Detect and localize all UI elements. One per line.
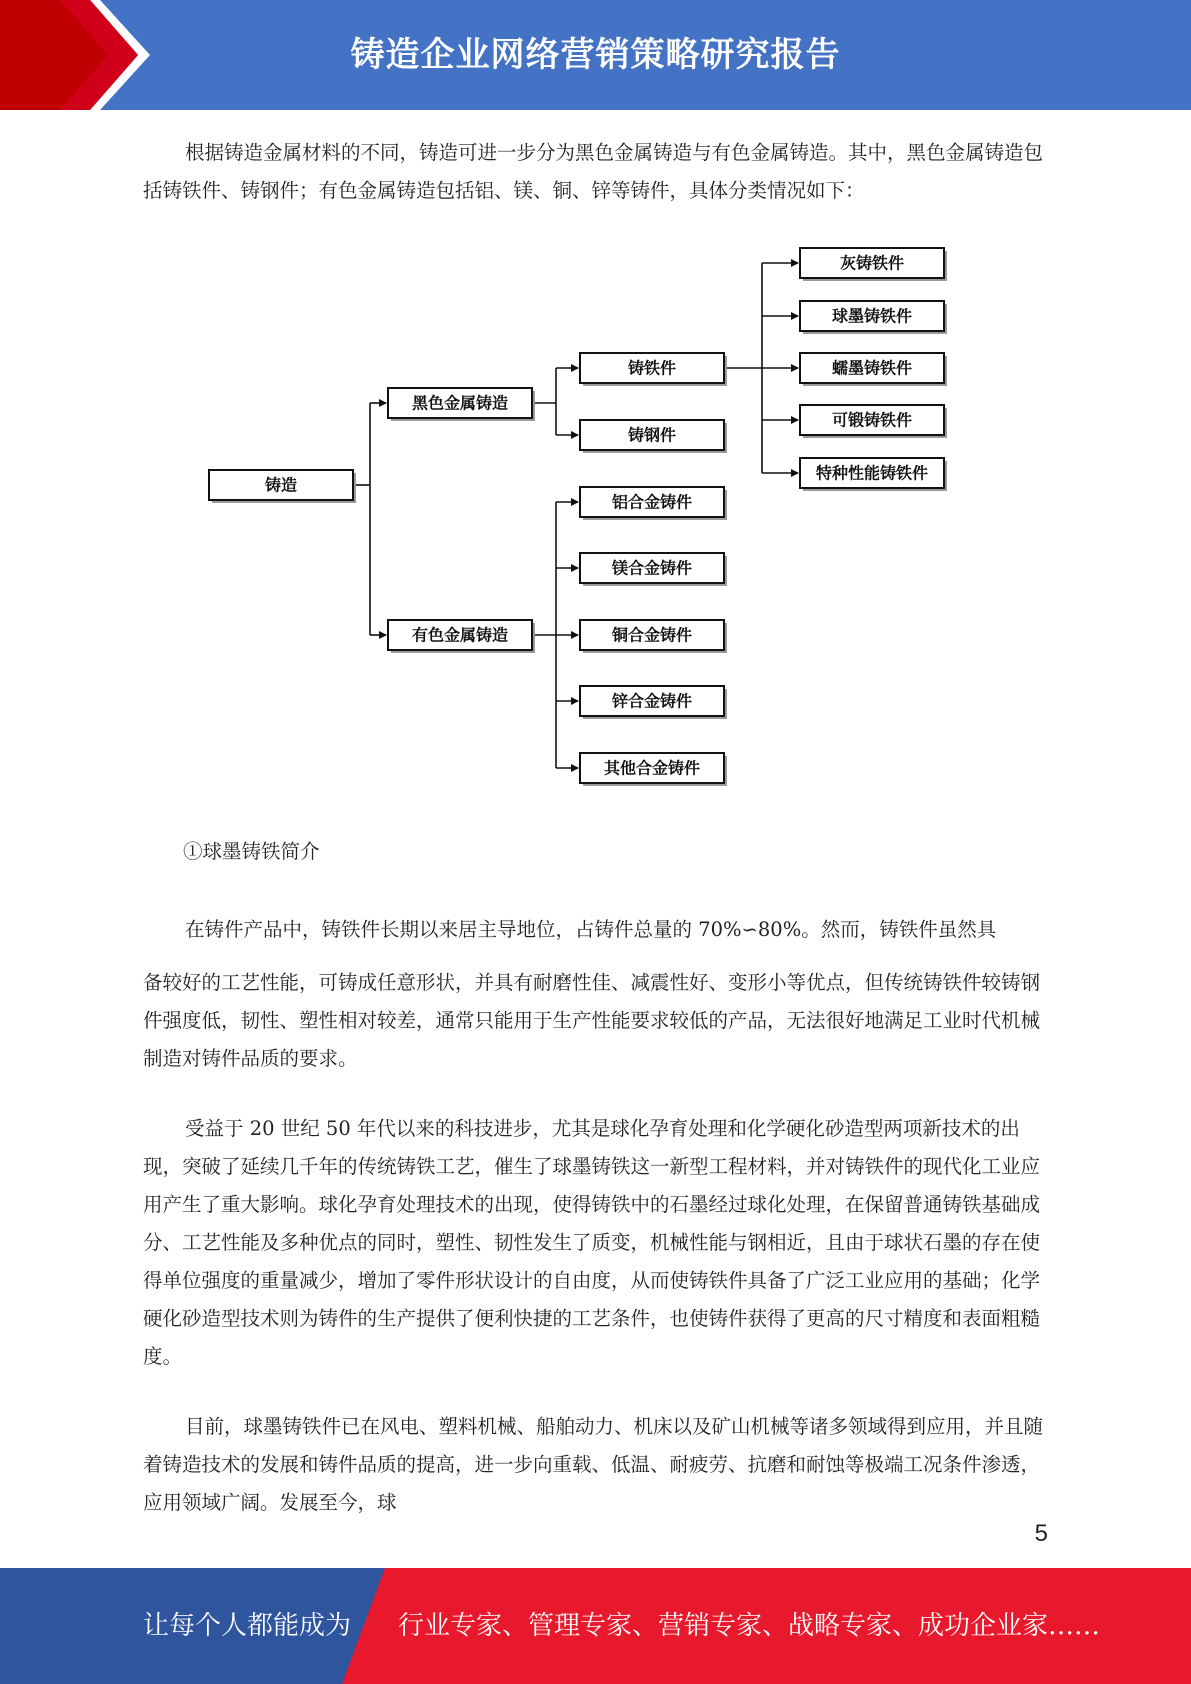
svg-text:铸钢件: 铸钢件	[627, 425, 677, 445]
node-iron-type	[800, 301, 947, 334]
header-banner	[0, 0, 1191, 110]
svg-text:其他合金铸件: 其他合金铸件	[603, 758, 701, 778]
footer-slogan-right: 行业专家、管理专家、营销专家、战略专家、成功企业家……	[398, 1611, 1101, 1641]
diagram-connectors	[354, 263, 798, 768]
svg-text:铸造: 铸造	[264, 475, 298, 495]
svg-text:灰铸铁件: 灰铸铁件	[839, 253, 905, 273]
body-paragraph: 受益于 20 世纪 50 年代以来的科技进步，尤其是球化孕育处理和化学硬化砂造型两项新技术的出现，突破了延续几千年的传统铸铁工艺，催生了球墨铸铁这一新型工程材料，并对铸铁件的现代化工业应用产生了重大影响。球化孕育处理技术的出现，使得铸铁中的石墨经过球化处理，在保留普通铸铁基础成分、工艺性能及多种优点的同时，塑性、韧性发生了质变，机械性能与钢相近，且由于球状石墨的存在使得单位强度的重量减少，增加了零件形状设计的自由度，从而使铸铁件具备了广泛工业应用的基础；化学硬化砂造型技术则为铸件的生产提供了便利快捷的工艺条件，也使铸件获得了更高的尺寸精度和表面粗糙度。	[143, 1117, 1041, 1368]
svg-text:锌合金铸件: 锌合金铸件	[611, 691, 693, 711]
node-iron-type	[800, 458, 947, 491]
node-ferrous	[388, 388, 535, 421]
svg-text:镁合金铸件: 镁合金铸件	[611, 558, 693, 578]
body-paragraph: 目前，球墨铸铁件已在风电、塑料机械、船舶动力、机床以及矿山机械等诸多领域得到应用，并且随着铸造技术的发展和铸件品质的提高，进一步向重载、低温、耐疲劳、抗磨和耐蚀等极端工况条件渗透，应用领域广阔。发展至今，球	[143, 1415, 1044, 1514]
node-iron-type	[800, 405, 947, 438]
svg-text:可锻铸铁件: 可锻铸铁件	[831, 410, 913, 430]
node-iron-type	[800, 353, 947, 386]
node-alloy-type	[580, 753, 727, 786]
svg-text:有色金属铸造: 有色金属铸造	[411, 625, 509, 645]
svg-text:铸铁件: 铸铁件	[627, 358, 677, 378]
footer-banner	[0, 1568, 1191, 1684]
node-iron-type	[800, 248, 947, 281]
node-alloy-type	[580, 620, 727, 653]
section-heading: ①球墨铸铁简介	[183, 840, 320, 863]
svg-text:特种性能铸铁件: 特种性能铸铁件	[815, 463, 929, 483]
svg-text:球墨铸铁件: 球墨铸铁件	[831, 306, 913, 326]
node-root	[209, 470, 356, 503]
node-nonferrous	[388, 620, 535, 653]
node-alloy-type	[580, 487, 727, 520]
intro-paragraph: 根据铸造金属材料的不同，铸造可进一步分为黑色金属铸造与有色金属铸造。其中，黑色金属铸造包括铸铁件、铸钢件；有色金属铸造包括铝、镁、铜、锌等铸件，具体分类情况如下：	[143, 141, 1044, 202]
body-paragraph: 备较好的工艺性能，可铸成任意形状，并具有耐磨性佳、减震性好、变形小等优点，但传统铸铁件较铸钢件强度低，韧性、塑性相对较差，通常只能用于生产性能要求较低的产品，无法很好地满足工业时代机械制造对铸件品质的要求。	[143, 971, 1041, 1070]
body-paragraph: 在铸件产品中，铸铁件长期以来居主导地位，占铸件总量的 70%∽80%。然而，铸铁件虽然具	[185, 918, 997, 941]
casting-classification-diagram	[200, 230, 960, 790]
page-number: 5	[1034, 1520, 1048, 1547]
svg-text:铝合金铸件: 铝合金铸件	[611, 492, 693, 512]
footer-slogan-left: 让每个人都能成为	[143, 1611, 352, 1641]
node-cast-iron	[580, 353, 727, 386]
svg-text:蠕墨铸铁件: 蠕墨铸铁件	[831, 358, 913, 378]
node-alloy-type	[580, 553, 727, 586]
svg-text:铜合金铸件: 铜合金铸件	[611, 625, 693, 645]
svg-text:黑色金属铸造: 黑色金属铸造	[411, 393, 509, 413]
document-title: 铸造企业网络营销策略研究报告	[350, 35, 841, 75]
node-cast-steel	[580, 420, 727, 453]
chevron-logo-icon	[0, 0, 170, 110]
node-alloy-type	[580, 686, 727, 719]
